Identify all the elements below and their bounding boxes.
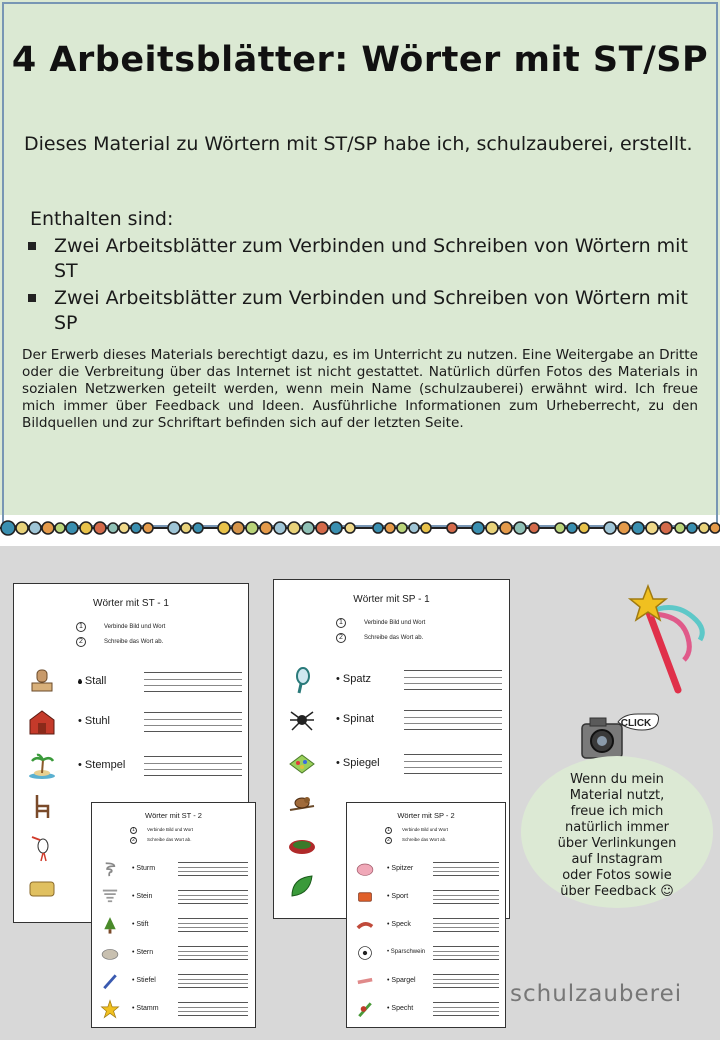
writing-lines: [404, 670, 502, 690]
writing-lines: [144, 672, 242, 692]
writing-lines: [178, 890, 248, 904]
word-label: • Spiegel: [336, 757, 380, 769]
pencil-icon: [100, 971, 120, 991]
step-number: 2: [385, 837, 392, 844]
stone-icon: [100, 943, 120, 963]
word-label: • Stift: [132, 921, 148, 928]
writing-lines: [433, 1002, 499, 1016]
board-game-icon: [288, 750, 316, 778]
spinach-bowl-icon: [288, 832, 316, 860]
word-label: • Stuhl: [78, 715, 110, 727]
writing-lines: [178, 1002, 248, 1016]
instruction-line: Verbinde Bild und Wort: [364, 620, 426, 626]
promo-line: Wenn du mein: [570, 772, 664, 787]
step-number: 1: [385, 827, 392, 834]
word-label: • Stiefel: [132, 977, 156, 984]
camera-icon: [578, 712, 662, 762]
magic-wand-icon: [626, 580, 710, 698]
spider-icon: [288, 706, 316, 734]
word-label: • Stern: [132, 949, 153, 956]
storm-icon: [100, 859, 120, 879]
word-label: • Spinat: [336, 713, 374, 725]
tree-icon: [100, 915, 120, 935]
promo-line: oder Fotos sowie: [562, 868, 672, 883]
writing-lines: [404, 710, 502, 730]
barn-icon: [28, 708, 56, 736]
list-item: Zwei Arbeitsblätter zum Verbinden und Schreiben von Wörtern mit ST: [24, 234, 694, 284]
writing-lines: [433, 974, 499, 988]
word-label: • Stein: [132, 893, 152, 900]
instruction-line: Verbinde Bild und Wort: [402, 827, 448, 832]
word-label: • Stamm: [132, 1005, 159, 1012]
word-label: • Sturm: [132, 865, 155, 872]
writing-lines: [178, 862, 248, 876]
promo-line: freue ich mich: [570, 804, 664, 819]
contents-list: [24, 234, 694, 338]
word-label: • Stempel: [78, 759, 125, 771]
writing-lines: [178, 946, 248, 960]
writing-lines: [178, 974, 248, 988]
mirror-icon: [288, 666, 316, 694]
step-number: 2: [336, 633, 346, 643]
sheet-title: Wörter mit SP - 1: [353, 594, 430, 605]
license-text: Der Erwerb dieses Materials berechtigt dazu, es im Unterricht zu nutzen. Eine Weitergabe an Dritte oder die Verbreitung über das Internet ist nicht gestattet. Natürlich dürfen Fotos des Materials in sozialen Netzwerken geteilt werden, wenn mein Name (schulzauberei) erwähnt wird. Ich freue mich immer über Feedback und Ideen. Ausführliche Informationen zum Urheberrecht, zu den Bildquellen und zur Schriftart befinden sich auf der letzten Seite.: [22, 347, 698, 431]
instructions: [336, 618, 425, 643]
word-label: • Spitzer: [387, 865, 413, 872]
pig-icon: [355, 859, 375, 879]
writing-lines: [433, 918, 499, 932]
instruction-line: Verbinde Bild und Wort: [147, 827, 193, 832]
sharpener-icon: [355, 887, 375, 907]
step-number: 1: [76, 622, 86, 632]
writing-lines: [433, 946, 499, 960]
writing-lines: [178, 918, 248, 932]
stork-icon: [28, 834, 56, 862]
worksheet-st-2: [91, 802, 256, 1028]
instructions: [130, 827, 193, 844]
writing-lines: [404, 754, 502, 774]
promo-line: auf Instagram: [571, 852, 663, 867]
step-number: 1: [130, 827, 137, 834]
word-label: • Specht: [387, 1005, 413, 1012]
promo-bubble: [521, 756, 713, 908]
promo-line: über Verlinkungen: [557, 836, 677, 851]
promo-line: natürlich immer: [565, 820, 669, 835]
word-label: • Speck: [387, 921, 411, 928]
sheet-title: Wörter mit ST - 2: [145, 811, 202, 820]
word-label: • Sparschwein: [387, 949, 425, 955]
promo-line: Material nutzt,: [569, 788, 665, 803]
step-number: 2: [130, 837, 137, 844]
instruction-line: Schreibe das Wort ab.: [104, 639, 164, 645]
leaf-icon: [288, 872, 316, 900]
writing-lines: [144, 712, 242, 732]
step-number: 2: [76, 637, 86, 647]
instruction-line: Schreibe das Wort ab.: [364, 635, 424, 641]
writing-lines: [144, 756, 242, 776]
bead-divider: [0, 510, 720, 546]
word-label: • Sport: [387, 893, 408, 900]
sparrow-icon: [288, 790, 316, 818]
woodpecker-icon: [355, 999, 375, 1019]
instruction-line: Schreibe das Wort ab.: [147, 837, 192, 842]
click-label: CLICK: [620, 718, 652, 729]
brand-name: schulzauberei: [510, 981, 683, 1007]
intro-text: Dieses Material zu Wörtern mit ST/SP habe ich, schulzauberei, erstellt.: [24, 133, 693, 155]
worksheet-sp-2: [346, 802, 506, 1028]
instruction-line: Schreibe das Wort ab.: [402, 837, 447, 842]
page-title: 4 Arbeitsblätter: Wörter mit ST/SP: [11, 40, 709, 80]
contents-heading: Enthalten sind:: [30, 208, 174, 230]
step-number: 1: [336, 618, 346, 628]
word-label: • Stall: [78, 675, 106, 687]
star-icon: [100, 999, 120, 1019]
writing-lines: [433, 862, 499, 876]
ball-icon: [355, 943, 375, 963]
hay-bale-icon: [28, 874, 56, 902]
promo-line: über Feedback ☺: [560, 884, 674, 899]
stamp-icon: [28, 668, 56, 696]
island-icon: [28, 752, 56, 780]
chair-icon: [28, 792, 56, 820]
word-label: • Spargel: [387, 977, 416, 984]
sheet-title: Wörter mit ST - 1: [93, 598, 169, 609]
sheet-title: Wörter mit SP - 2: [397, 811, 455, 820]
instructions: [385, 827, 448, 844]
instructions: [76, 622, 165, 647]
list-item: Zwei Arbeitsblätter zum Verbinden und Schreiben von Wörtern mit SP: [24, 286, 694, 336]
instruction-line: Verbinde Bild und Wort: [104, 624, 166, 630]
asparagus-icon: [355, 971, 375, 991]
writing-lines: [433, 890, 499, 904]
bacon-icon: [355, 915, 375, 935]
word-label: • Spatz: [336, 673, 371, 685]
tornado-icon: [100, 887, 120, 907]
